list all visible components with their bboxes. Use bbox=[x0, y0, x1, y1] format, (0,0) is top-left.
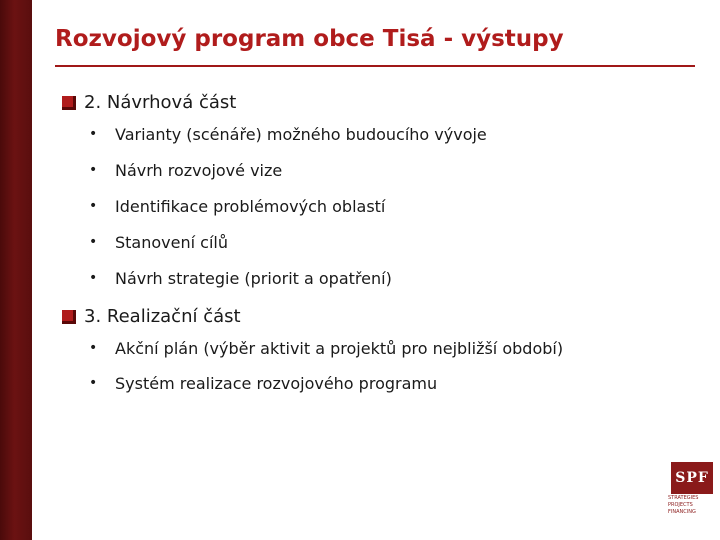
list-item bbox=[62, 373, 595, 394]
list-item bbox=[62, 268, 662, 289]
bullet-dot-icon: • bbox=[89, 234, 98, 250]
logo-line-strategies: STRATEGIES bbox=[668, 495, 699, 501]
list-item-text: Identifikace problémových oblastí bbox=[115, 197, 386, 216]
list-item bbox=[62, 196, 662, 217]
logo-line-projects: PROJECTS bbox=[668, 502, 693, 508]
list-item-text: Akční plán (výběr aktivit a projektů pro nejbližší období) bbox=[115, 339, 564, 358]
list-item bbox=[62, 232, 662, 253]
checkbox-bullet-icon bbox=[62, 96, 76, 110]
left-decorative-bar bbox=[0, 0, 32, 540]
list-item-text: Návrh strategie (priorit a opatření) bbox=[115, 269, 392, 288]
list-item-text: Návrh rozvojové vize bbox=[115, 161, 283, 180]
list-item bbox=[62, 338, 595, 359]
bullet-dot-icon: • bbox=[89, 375, 98, 391]
section-heading: 3. Realizační část bbox=[84, 306, 241, 327]
bullet-list-navrhova bbox=[62, 124, 662, 289]
title-underline bbox=[55, 65, 695, 67]
bullet-dot-icon: • bbox=[89, 126, 98, 142]
bullet-dot-icon: • bbox=[89, 198, 98, 214]
list-item bbox=[62, 124, 662, 145]
spf-logo bbox=[671, 462, 713, 494]
slide-content bbox=[62, 90, 662, 408]
logo-tagline bbox=[668, 495, 716, 516]
bullet-dot-icon: • bbox=[89, 270, 98, 286]
section-realizacni bbox=[62, 304, 662, 330]
bullet-dot-icon: • bbox=[89, 340, 98, 356]
bullet-dot-icon: • bbox=[89, 162, 98, 178]
list-item-text: Varianty (scénáře) možného budoucího vývoje bbox=[115, 125, 487, 144]
bullet-list-realizacni bbox=[62, 338, 662, 394]
slide-title: Rozvojový program obce Tisá - výstupy bbox=[55, 26, 564, 52]
section-heading: 2. Návrhová část bbox=[84, 92, 237, 113]
checkbox-bullet-icon bbox=[62, 310, 76, 324]
logo-mark: SPF bbox=[675, 470, 709, 486]
section-navrhova bbox=[62, 90, 662, 116]
list-item bbox=[62, 160, 662, 181]
list-item-text: Stanovení cílů bbox=[115, 233, 228, 252]
logo-line-financing: FINANCING bbox=[668, 509, 696, 515]
list-item-text: Systém realizace rozvojového programu bbox=[115, 374, 438, 393]
